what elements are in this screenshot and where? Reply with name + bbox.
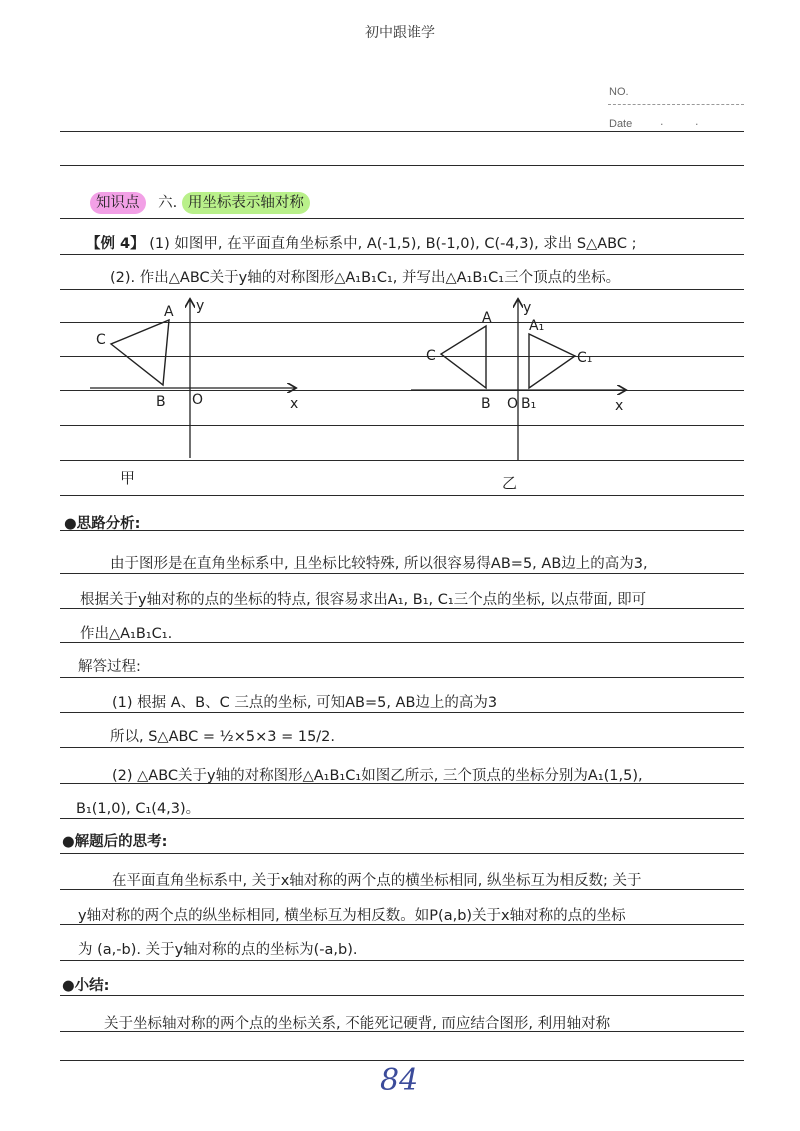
ruled-line: [60, 573, 744, 574]
solution-line: (2) △ABC关于y轴的对称图形△A₁B₁C₁如图乙所示, 三个顶点的坐标分别为A₁(1,5),: [112, 768, 643, 784]
example-part2: (2). 作出△ABC关于y轴的对称图形△A₁B₁C₁, 并写出△A₁B₁C₁三个顶点的坐标。: [110, 270, 621, 286]
point-c-label: C: [96, 332, 106, 348]
reflection-line: y轴对称的两个点的纵坐标相同, 横坐标互为相反数。如P(a,b)关于x轴对称的点的坐标: [78, 908, 626, 924]
ruled-line: [60, 495, 744, 496]
origin-label: O: [192, 392, 204, 408]
analysis-line: 作出△A₁B₁C₁.: [80, 626, 173, 642]
solution-line: 所以, S△ABC = ½×5×3 = 15/2.: [110, 729, 336, 745]
example-part1: [86, 232, 637, 253]
ruled-line: [60, 747, 744, 748]
analysis-heading: ●思路分析:: [64, 516, 141, 532]
figure-jia: [80, 290, 320, 470]
example-tag: 【例 4】: [86, 236, 145, 252]
notebook-date-dots: · ·: [660, 118, 713, 131]
triangle-abc: [111, 320, 169, 385]
notebook-no-label: NO.: [609, 86, 629, 98]
figure-jia-caption: 甲: [120, 469, 136, 487]
x-axis-label: x: [290, 396, 299, 412]
reflection-heading: ●解题后的思考:: [62, 834, 168, 850]
ruled-line: [60, 712, 744, 713]
solution-line: (1) 根据 A、B、C 三点的坐标, 可知AB=5, AB边上的高为3: [112, 695, 498, 711]
ruled-line: [60, 1060, 744, 1061]
analysis-line: 由于图形是在直角坐标系中, 且坐标比较特殊, 所以很容易得AB=5, AB边上的高为3,: [110, 556, 648, 572]
page-number: 84: [380, 1063, 419, 1098]
ruled-line: [60, 131, 744, 132]
ruled-line: [60, 165, 744, 166]
solution-heading: 解答过程:: [78, 659, 141, 675]
section-heading: [90, 191, 310, 212]
x-axis-label: x: [615, 398, 624, 414]
summary-line: 关于坐标轴对称的两个点的坐标关系, 不能死记硬背, 而应结合图形, 利用轴对称: [104, 1016, 611, 1032]
analysis-line: 根据关于y轴对称的点的坐标的特点, 很容易求出A₁, B₁, C₁三个点的坐标, 以点带面, 即可: [80, 592, 647, 608]
point-b-label: B: [156, 394, 166, 410]
reflection-line: 为 (a,-b). 关于y轴对称的点的坐标为(-a,b).: [78, 942, 358, 958]
figure-yi-caption: 乙: [502, 474, 518, 492]
ruled-line: [60, 254, 744, 255]
section-label: 知识点: [90, 192, 146, 214]
ruled-line: [60, 218, 744, 219]
ruled-line: [60, 677, 744, 678]
ruled-line: [60, 960, 744, 961]
solution-line: B₁(1,0), C₁(4,3)。: [76, 801, 201, 817]
point-a-label: A: [482, 310, 492, 326]
summary-heading: ●小结:: [62, 978, 110, 994]
reflection-line: 在平面直角坐标系中, 关于x轴对称的两个点的横坐标相同, 纵坐标互为相反数; 关于: [112, 873, 642, 889]
y-axis-label: y: [523, 300, 532, 316]
notebook-date-label: Date: [609, 118, 633, 130]
point-a1-label: A₁: [529, 318, 545, 334]
point-b1-label: B₁: [521, 396, 537, 412]
point-c1-label: C₁: [577, 350, 593, 366]
ruled-line: [60, 818, 744, 819]
ruled-line: [60, 995, 744, 996]
section-number: 六.: [158, 195, 178, 211]
origin-label: O: [507, 396, 519, 412]
ruled-line: [60, 530, 744, 531]
notebook-no-line: [608, 104, 744, 105]
figure-yi: [405, 290, 645, 470]
ruled-line: [60, 853, 744, 854]
section-title: 用坐标表示轴对称: [182, 192, 310, 214]
point-a-label: A: [164, 304, 174, 320]
triangle-a1b1c1: [529, 334, 575, 388]
point-b-label: B: [481, 396, 491, 412]
example-part1-text: (1) 如图甲, 在平面直角坐标系中, A(-1,5), B(-1,0), C(-4,3), 求出 S△ABC ;: [149, 236, 637, 252]
triangle-abc: [441, 326, 486, 388]
point-c-label: C: [426, 348, 436, 364]
y-axis-label: y: [196, 298, 205, 314]
page-header-title: 初中跟谁学: [365, 25, 435, 41]
